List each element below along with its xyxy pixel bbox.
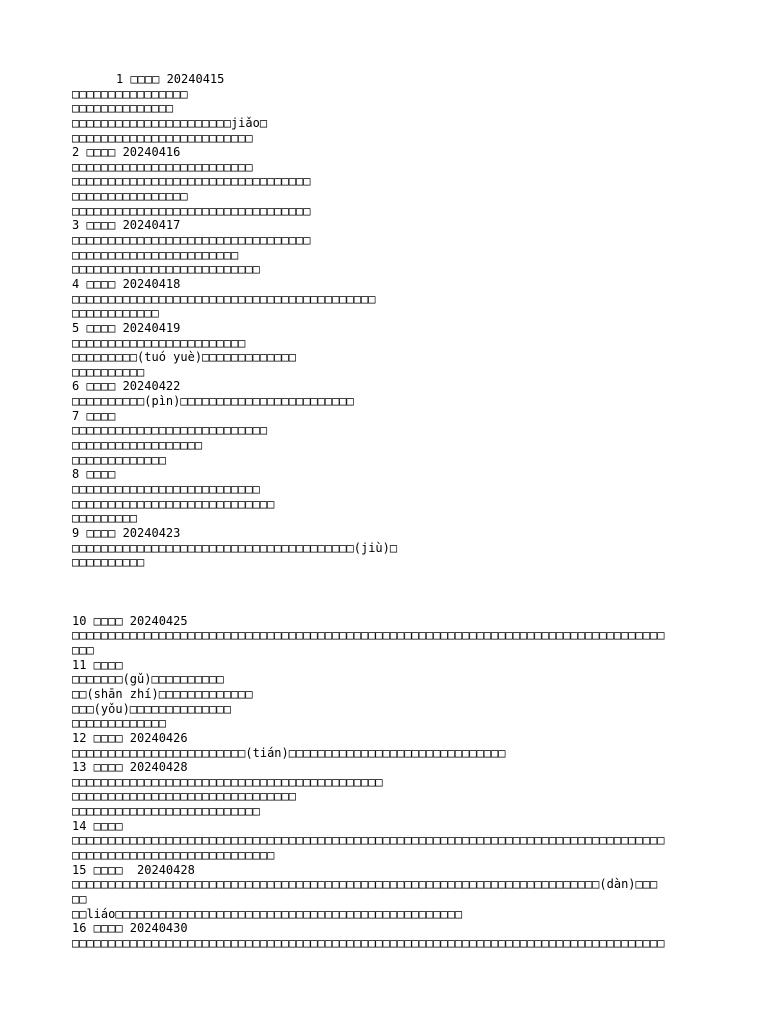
text-line: □□□□□□□□□□□□□□□□□□□□□□□□□ [72, 159, 253, 174]
entry-heading: 3 □□□□ 20240417 [72, 218, 181, 233]
text-line: □□□□□□□□□□□□□□□□□□□□□□□□□□□□□□□□□□□□□□□□□□□□□□□□□□□□□□□□□□□□□□□□□□□□□□□□□□□□□□□□□□ [72, 833, 665, 848]
text-line: □□□□□□□□□□□□□ [72, 716, 166, 731]
text-line: □□□□□□□□□□□□□□□□□□□□□□□□□□□□□□□□□□□□□□□□□□□ [72, 774, 383, 789]
text-line: □□□□□□□□□□□□□□□□□□□□□□□□□□□□ [72, 496, 275, 511]
entry-heading: 2 □□□□ 20240416 [72, 145, 181, 160]
text-line: □□□□□□□□□□□□□ [72, 452, 166, 467]
text-line: □□□□□□□□□□□□□□□□□□□□□□□□□ [72, 130, 253, 145]
entry-heading: 12 □□□□ 20240426 [72, 730, 188, 745]
text-line: □□□□□□□□□□□□□□□□□□□□□□□□□□□□□□□□□ [72, 203, 311, 218]
text-line: □□□□□□□□□□□□□□□□□□□□□□□□□□□□□□□□□ [72, 233, 311, 248]
text-line: □□□□□□□□□□□□□□□□□□ [72, 438, 203, 453]
text-line: □□□□□□□□□□□□□□□□□□□□□□□□□□□□□□□□□□□□□□□□□□□□□□□□□□□□□□□□□□□□□□□□□□□□□□□□□(dàn)□□□ [72, 877, 658, 892]
text-line: □□□□□□□□□ [72, 511, 138, 526]
text-line: □□□(yǒu)□□□□□□□□□□□□□□ [72, 701, 231, 716]
text-line: □□□□□□□□□□□□□□□□□□□□□□□□□□□□□□□□□ [72, 174, 311, 189]
text-line: □□□□□□□□□□□□□□□□□□□□□□□□□□ [72, 262, 260, 277]
text-line: □□□□□□□□□□(pìn)□□□□□□□□□□□□□□□□□□□□□□□□ [72, 394, 354, 409]
text-line: □□□□□□□□□□□□□□□□□□□□□□□□□□□□ [72, 848, 275, 863]
blank-space [72, 570, 712, 614]
text-line: □□□□□□□□□□□□□□□□ [72, 86, 188, 101]
entry-heading: 9 □□□□ 20240423 [72, 525, 181, 540]
entry-heading: 14 □□□□ [72, 818, 123, 833]
entry-heading: 13 □□□□ 20240428 [72, 760, 188, 775]
text-line: □□□□□□□□□□□□ [72, 306, 159, 321]
entry-heading: 4 □□□□ 20240418 [72, 276, 181, 291]
entry-heading: 5 □□□□ 20240419 [72, 320, 181, 335]
text-line: □□□□□□□□□□□□□□□□□□□□□□□□□□□□□□□□□□□□□□□□□□□□□□□□□□□□□□□□□□□□□□□□□□□□□□□□□□□□□□□□□□ [72, 628, 665, 643]
text-line: □□□□□□□□□□□□□□□□□□□□□□jiǎo□ [72, 115, 268, 130]
text-line: □□(shān zhí)□□□□□□□□□□□□□ [72, 686, 253, 701]
document-page [72, 72, 712, 951]
text-line: □□□□□□□□□□□□□□□□□□□□□□□□□□□□□□□ [72, 789, 296, 804]
entry-heading: 8 □□□□ [72, 467, 116, 482]
text-line: □□□□□□□□□(tuó yuè)□□□□□□□□□□□□□ [72, 350, 296, 365]
text-line: □□□□□□□□□□□□□□□□□□□□□□□□□□□ [72, 423, 268, 438]
entry-heading: 16 □□□□ 20240430 [72, 921, 188, 936]
text-line: □□ [72, 891, 87, 906]
text-line: □□□□□□□□□□□□□□□□ [72, 189, 188, 204]
text-line: □□□□□□□□□□□□□□□□□□□□□□□□□□ [72, 804, 260, 819]
text-line: □□liáo□□□□□□□□□□□□□□□□□□□□□□□□□□□□□□□□□□□□□□□□□□□□□□□□ [72, 906, 463, 921]
text-line: □□□ [72, 643, 94, 658]
text-line: □□□□□□□□□□ [72, 555, 145, 570]
entry-heading: 15 □□□□ 20240428 [72, 862, 195, 877]
text-line: □□□□□□□□□□□□□□□□□□□□□□□□□□□□□□□□□□□□□□□□□□□□□□□□□□□□□□□□□□□□□□□□□□□□□□□□□□□□□□□□□□ [72, 935, 665, 950]
entry-heading: 6 □□□□ 20240422 [72, 379, 181, 394]
text-line: □□□□□□□□□□□□□□ [72, 101, 174, 116]
text-line: □□□□□□□□□□□□□□□□□□□□□□□□□□□□□□□□□□□□□□□□□□ [72, 291, 376, 306]
text-line: □□□□□□□□□□ [72, 364, 145, 379]
text-line: □□□□□□□□□□□□□□□□□□□□□□□ [72, 247, 239, 262]
text-line: □□□□□□□□□□□□□□□□□□□□□□□□ [72, 335, 246, 350]
entry-heading: 10 □□□□ 20240425 [72, 613, 188, 628]
text-line: □□□□□□□□□□□□□□□□□□□□□□□□□□□□□□□□□□□□□□□(jiù)□ [72, 540, 398, 555]
text-line: □□□□□□□□□□□□□□□□□□□□□□□□(tián)□□□□□□□□□□□□□□□□□□□□□□□□□□□□□□ [72, 745, 506, 760]
entry-heading: 7 □□□□ [72, 408, 116, 423]
text-line: □□□□□□□□□□□□□□□□□□□□□□□□□□ [72, 481, 260, 496]
text-line: □□□□□□□(gǔ)□□□□□□□□□□ [72, 672, 224, 687]
entry-heading: 11 □□□□ [72, 657, 123, 672]
entry-heading: 1 □□□□ 20240415 [116, 72, 225, 86]
